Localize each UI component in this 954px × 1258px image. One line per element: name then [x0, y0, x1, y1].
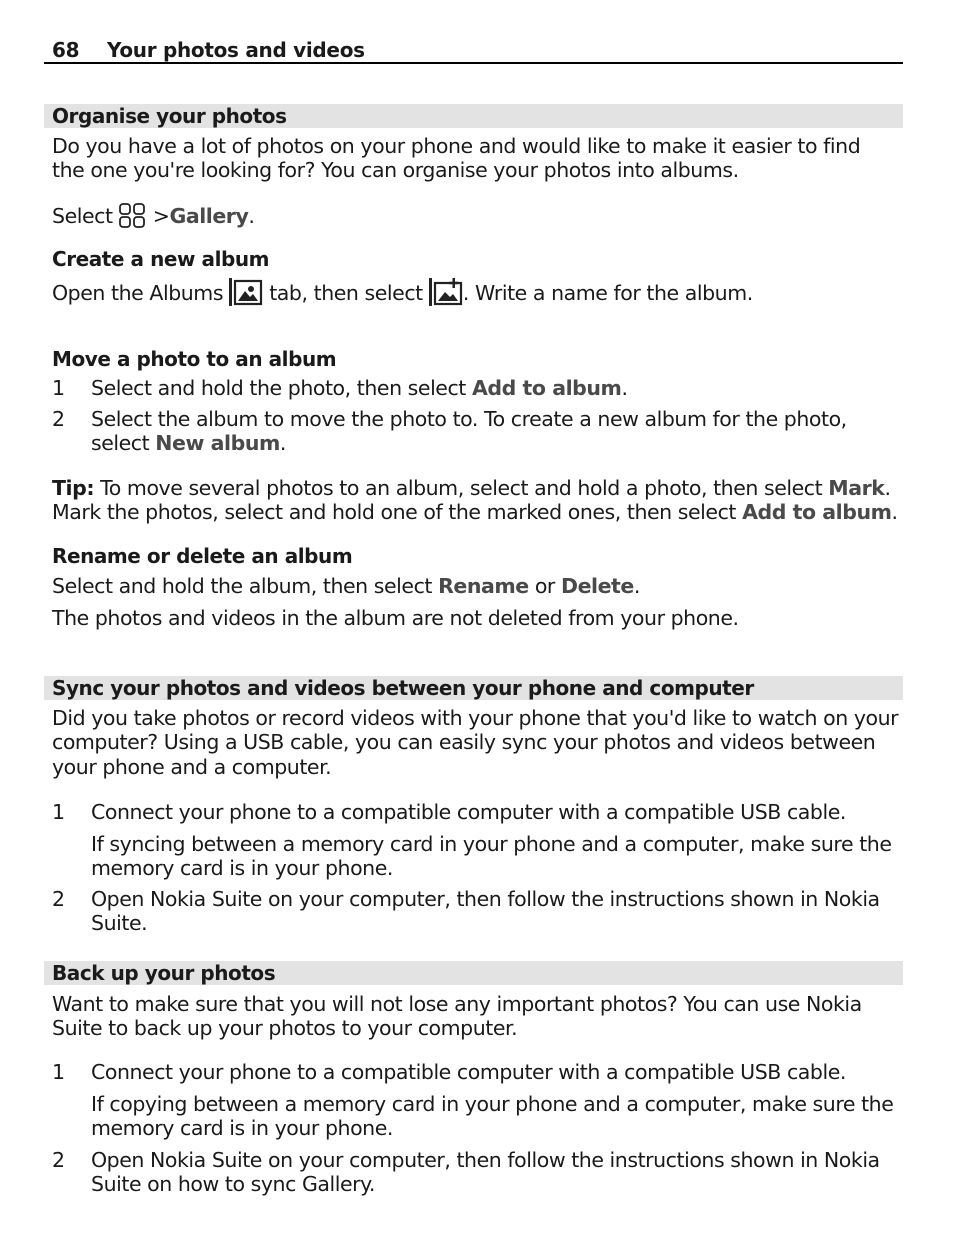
create-album-title: Create a new album [52, 247, 270, 271]
rename-note: The photos and videos in the album are not deleted from your phone. [52, 606, 739, 630]
backup-step1-text: Connect your phone to a compatible computer with a compatible USB cable. [91, 1060, 846, 1084]
sync-step1-number: 1 [52, 800, 65, 824]
move-step2-end: . [279, 431, 286, 455]
organise-intro-line2: the one you're looking for? You can organise your photos into albums. [52, 158, 739, 182]
sync-step1-note-line2: memory card is in your phone. [91, 856, 393, 880]
rename-keyword: Rename [438, 574, 529, 598]
select-gallery-line [52, 203, 254, 235]
sync-intro-line2: computer? Using a USB cable, you can easily sync your photos and videos between [52, 730, 876, 754]
add-to-album-keyword: Add to album [471, 376, 622, 400]
sync-intro-line3: your phone and a computer. [52, 755, 332, 779]
move-step1-number: 1 [52, 376, 65, 400]
create-album-text-2: tab, then select [269, 281, 423, 305]
rename-end: . [633, 574, 640, 598]
organise-intro-line1: Do you have a lot of photos on your phone and would like to make it easier to find [52, 134, 861, 158]
rename-title: Rename or delete an album [52, 544, 353, 568]
move-step2-number: 2 [52, 407, 65, 431]
section-title-backup: Back up your photos [52, 961, 276, 985]
section-title-organise: Organise your photos [52, 104, 287, 128]
backup-step2-line2: Suite on how to sync Gallery. [91, 1172, 375, 1196]
backup-intro-line1: Want to make sure that you will not lose any important photos? You can use Nokia [52, 992, 862, 1016]
new-album-keyword: New album [155, 431, 280, 455]
sync-step2-number: 2 [52, 887, 65, 911]
tip-line2-end: . [891, 500, 898, 524]
header-rule [44, 62, 903, 64]
delete-keyword: Delete [561, 574, 634, 598]
tip-line2 [52, 500, 898, 525]
mark-keyword: Mark [828, 476, 885, 500]
create-album-text-3: . Write a name for the album. [462, 281, 753, 305]
create-album-text [52, 278, 753, 312]
tip-line1-end: . [884, 476, 891, 500]
tip-add-to-album-keyword: Add to album [742, 500, 892, 524]
create-album-text-1: Open the Albums [52, 281, 224, 305]
move-photo-title: Move a photo to an album [52, 347, 337, 371]
move-step2-select: select [91, 431, 150, 455]
sync-step1-text: Connect your phone to a compatible computer with a compatible USB cable. [91, 800, 846, 824]
gallery-keyword: Gallery [169, 204, 249, 228]
tip-label: Tip: [52, 476, 95, 500]
move-step1-text [91, 376, 628, 401]
backup-step1-note-line2: memory card is in your phone. [91, 1116, 393, 1140]
rename-text [52, 574, 640, 599]
select-separator: > [152, 204, 170, 228]
backup-intro-line2: Suite to back up your photos to your computer. [52, 1016, 518, 1040]
tip-line2-body: Mark the photos, select and hold one of the marked ones, then select [52, 500, 736, 524]
backup-step2-line1: Open Nokia Suite on your computer, then follow the instructions shown in Nokia [91, 1148, 880, 1172]
move-step2-line2 [91, 431, 286, 456]
new-album-icon [429, 278, 463, 312]
move-step2-line1: Select the album to move the photo to. To create a new album for the photo, [91, 407, 847, 431]
select-end: . [248, 204, 255, 228]
rename-text-pre: Select and hold the album, then select [52, 574, 432, 598]
sync-step2-line2: Suite. [91, 911, 148, 935]
sync-step2-line1: Open Nokia Suite on your computer, then follow the instructions shown in Nokia [91, 887, 880, 911]
sync-intro-line1: Did you take photos or record videos with your phone that you'd like to watch on your [52, 706, 899, 730]
page-number: 68 [52, 38, 80, 62]
tip-line1 [52, 476, 891, 501]
backup-step1-number: 1 [52, 1060, 65, 1084]
backup-step1-note-line1: If copying between a memory card in your phone and a computer, make sure the [91, 1092, 894, 1116]
section-title-sync: Sync your photos and videos between your phone and computer [52, 676, 754, 700]
move-step1-body: Select and hold the photo, then select [91, 376, 466, 400]
rename-or: or [534, 574, 555, 598]
tip-line1-body: To move several photos to an album, select and hold a photo, then select [100, 476, 823, 500]
backup-step2-number: 2 [52, 1148, 65, 1172]
select-prefix: Select [52, 204, 113, 228]
sync-step1-note-line1: If syncing between a memory card in your phone and a computer, make sure the [91, 832, 892, 856]
albums-tab-icon [229, 278, 263, 312]
move-step1-end: . [621, 376, 628, 400]
apps-grid-icon [119, 203, 147, 235]
chapter-title: Your photos and videos [107, 38, 365, 62]
